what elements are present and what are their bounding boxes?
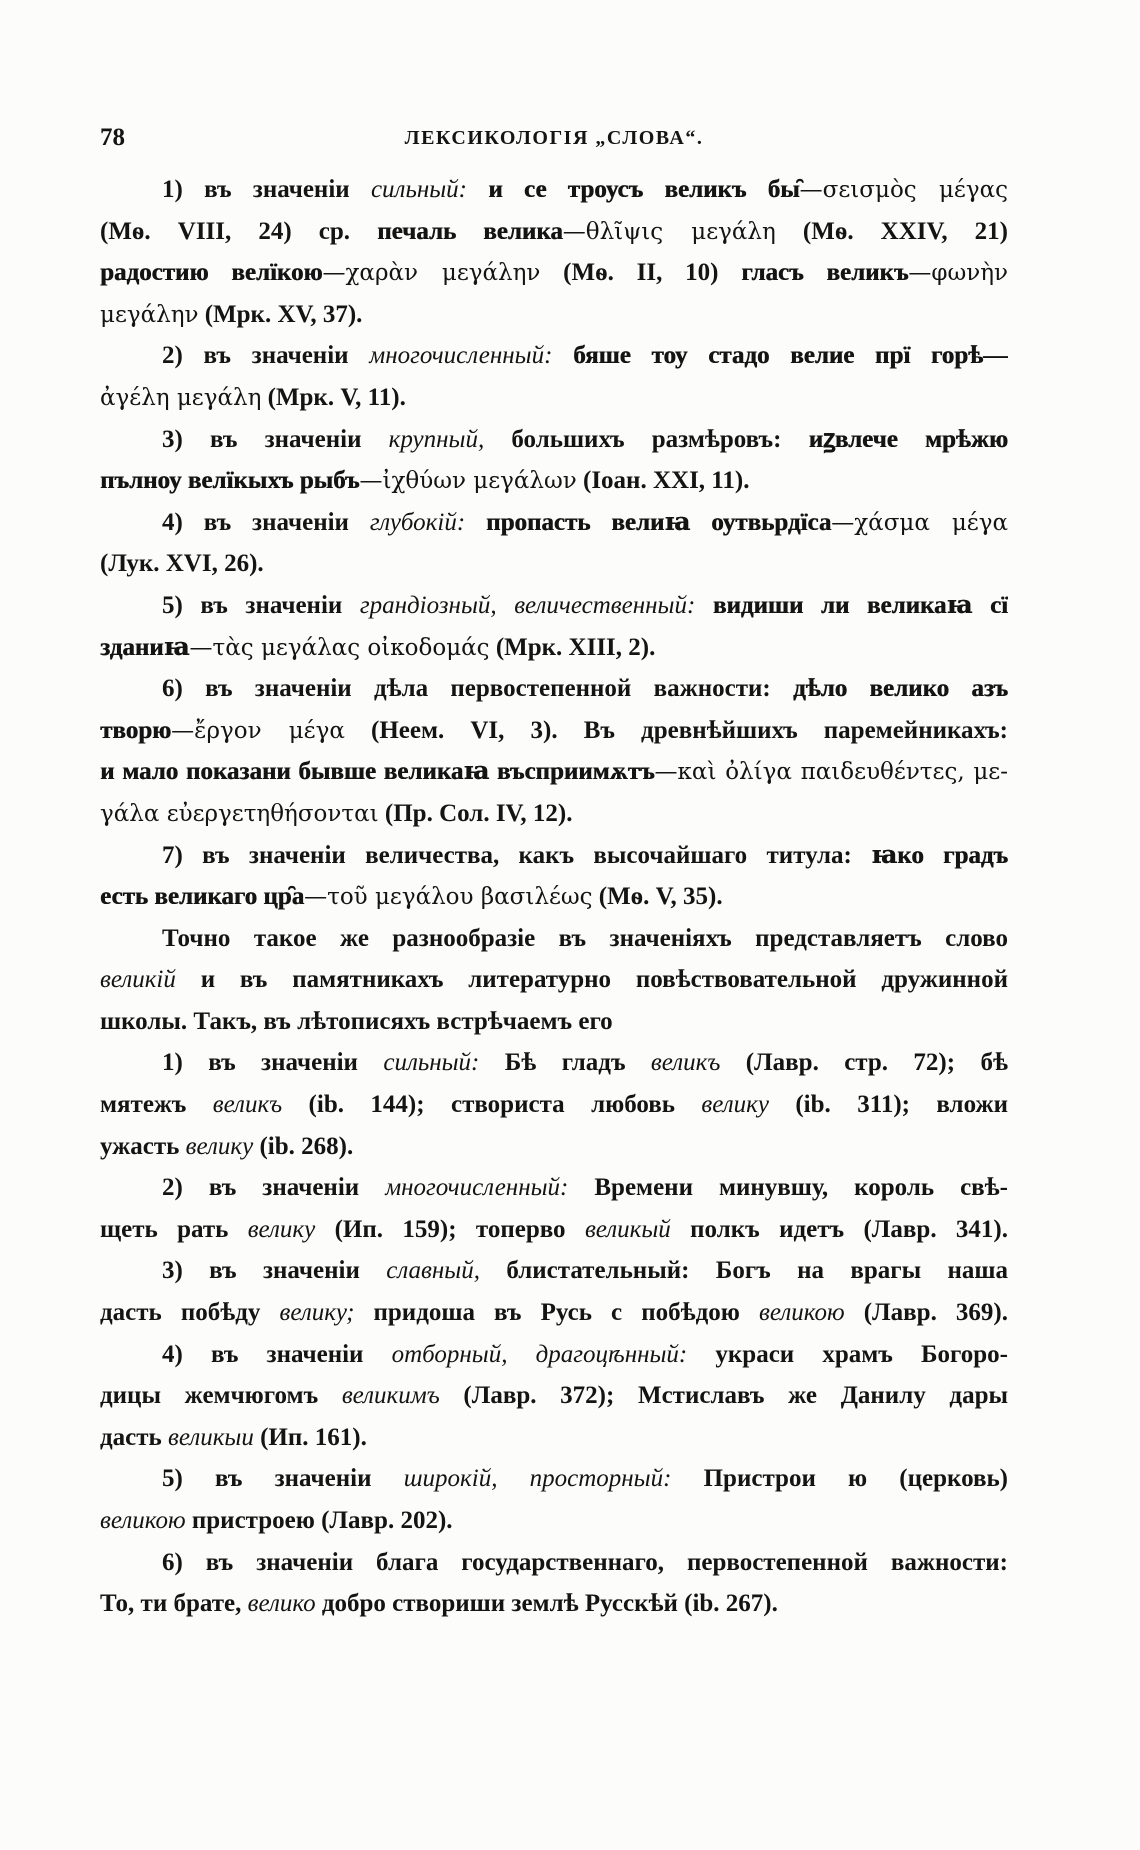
greek-quote: —σεισμὸς μέγας [799, 177, 1008, 203]
body-text: придоша въ Русь с побѣдою [354, 1299, 759, 1327]
text-line [100, 502, 1008, 544]
body-text: и въ памятникахъ литературно повѣствовательной дружинной [175, 966, 1008, 994]
body-text: дицы жемчюгомъ [100, 1382, 342, 1410]
body-text: школы. Такъ, въ лѣтописяхъ встрѣчаемъ его [100, 1007, 613, 1035]
body-text: (Лавр. стр. 72); бѣ [720, 1049, 1008, 1077]
italic-term: велику; [279, 1299, 355, 1327]
body-text: украси храмъ Богоро- [687, 1340, 1008, 1368]
body-text: Точно такое же разнообразіе въ значеніяхъ представляетъ слово [162, 924, 1008, 952]
slavonic-quote: дѣло велико азъ [792, 675, 1008, 703]
greek-quote: —χαρὰν μεγάλην [322, 260, 541, 287]
body-text: (Мрк. XIII, 2). [489, 633, 656, 661]
running-title: ЛЕКСИКОЛОГІЯ „СЛОВА“. [404, 127, 704, 149]
greek-quote: —τοῦ μεγάλου βασιλέως [304, 884, 593, 911]
body-text: 5) въ значеніи [162, 591, 360, 619]
greek-quote: —καὶ ὀλίγα παιδευθέντες, με- [654, 759, 1008, 786]
greek-quote: —τὰς μεγάλας οἰκοδομάς [189, 634, 490, 661]
body-text: (Ип. 159); топерво [315, 1215, 585, 1243]
text-line [100, 1001, 1008, 1043]
body-text: 2) въ значеніи [162, 342, 370, 370]
text-line [100, 335, 1008, 377]
text-line [100, 460, 1008, 502]
italic-term: великою [759, 1299, 845, 1327]
italic-term: велико [247, 1590, 316, 1618]
greek-quote: μεγάλην [100, 301, 199, 328]
greek-quote: γάλα εὐεργετηθήσονται [100, 800, 379, 827]
body-text: 1) въ значеніи [162, 176, 371, 203]
text-line [100, 1042, 1008, 1084]
text-line [100, 169, 1008, 211]
slavonic-quote: и се троусъ великъ бы̑ [467, 176, 800, 203]
body-text: (Мѳ. VIII, 24) ср. [100, 217, 378, 245]
body-text: (Мрк. V, 11). [261, 383, 406, 411]
text-line [100, 1126, 1008, 1168]
text-line [100, 252, 1008, 294]
body-text: (ib. 144); створиста любовь [282, 1091, 702, 1119]
body-text: щеть рать [100, 1215, 248, 1243]
body-text: большихъ размѣровъ: [484, 425, 809, 453]
running-header [100, 118, 1008, 158]
slavonic-quote: ꙗко градъ [871, 841, 1008, 869]
italic-term: сильный: [370, 176, 467, 203]
slavonic-quote: пропасть велиꙗ оутвьрдїса [465, 508, 832, 536]
body-text: 5) въ значеніи [162, 1465, 404, 1493]
body-text: (Мѳ. V, 35). [592, 883, 723, 911]
italic-term: великимъ [341, 1382, 440, 1410]
body-text: дасть [100, 1423, 168, 1451]
text-line [100, 1292, 1008, 1334]
text-line [100, 835, 1008, 877]
italic-term: велику [185, 1132, 254, 1160]
text-line [100, 294, 1008, 336]
slavonic-quote: есть великаго цр̑а [100, 883, 305, 911]
text-line [100, 959, 1008, 1001]
text-line [100, 1583, 1008, 1625]
body-text: (Неем. VI, 3). Въ древнѣйшихъ паремейникахъ: [344, 716, 1008, 744]
slavonic-quote: гласъ великъ [741, 259, 909, 287]
text-line [100, 1209, 1008, 1251]
text-line [100, 1334, 1008, 1376]
text-line [100, 1458, 1008, 1500]
body-text: мятежъ [100, 1091, 213, 1119]
body-text: ужасть [100, 1132, 186, 1160]
body-text: (Лавр. 372); Мстиславъ же Данилу дары [439, 1382, 1008, 1410]
text-line [100, 211, 1008, 253]
italic-term: крупный, [388, 425, 485, 453]
text-line [100, 1542, 1008, 1584]
italic-term: великъ [212, 1091, 283, 1119]
italic-term: глубокій: [369, 508, 466, 536]
body-text: пристроею (Лавр. 202). [185, 1507, 453, 1534]
body-text: 6) въ значеніи блага государственнаго, первостепенной важности: [162, 1548, 1008, 1576]
text-line [100, 918, 1008, 960]
page-number: 78 [100, 124, 125, 151]
italic-term: славный, [386, 1257, 480, 1285]
text-line [100, 543, 1008, 585]
text-line [100, 419, 1008, 461]
body-text: (ib. 311); вложи [768, 1091, 1008, 1119]
body-text: (Мѳ. XXIV, 21) [775, 217, 1008, 245]
italic-term: великъ [650, 1049, 721, 1077]
text-line [100, 668, 1008, 710]
body-text: То, ти брате, [100, 1590, 248, 1618]
greek-quote: ἀγέλη μεγάλη [100, 384, 262, 411]
body-text: 3) въ значеніи [162, 425, 389, 453]
italic-term: велику [701, 1091, 769, 1119]
body-text: 4) въ значеніи [162, 508, 370, 536]
body-text: (Мрк. XV, 37). [198, 300, 363, 328]
text-line [100, 1375, 1008, 1417]
body-text: (ib. 268). [253, 1132, 354, 1160]
italic-term: великою [100, 1507, 186, 1534]
greek-quote: —ἔργον μέγα [171, 717, 345, 744]
slavonic-quote: пълноу велїкыхъ рыбъ [100, 467, 360, 495]
text-line [100, 1500, 1008, 1542]
body-text: (Лавр. 369). [844, 1299, 1008, 1327]
body-text: Пристрои ю (церковь) [671, 1465, 1008, 1493]
body-text: 7) въ значеніи величества, какъ высочайшаго титула: [162, 841, 872, 869]
text-line [100, 876, 1008, 918]
italic-term: многочисленный: [369, 342, 553, 370]
text-line [100, 1167, 1008, 1209]
slavonic-quote: и мало показани бывше великаꙗ въсприимѫтъ [100, 758, 655, 786]
slavonic-quote: бяше тоу стадо велие прї горѣ— [552, 342, 1008, 370]
italic-term: великый [584, 1215, 671, 1243]
body-text: (Пр. Сол. IV, 12). [378, 799, 573, 827]
slavonic-quote: печаль велика [377, 217, 563, 245]
body-text: 1) въ значеніи [162, 1049, 384, 1077]
italic-term: сильный: [383, 1049, 480, 1077]
body-text: (Ип. 161). [253, 1423, 367, 1451]
text-line [100, 377, 1008, 419]
body-text: Бѣ гладъ [479, 1049, 651, 1077]
text-line [100, 585, 1008, 627]
slavonic-quote: радостию велїкою [100, 259, 323, 287]
body-text: 2) въ значеніи [162, 1174, 386, 1202]
body-text: блистательный: Богъ на врагы наша [479, 1257, 1008, 1285]
greek-quote: —φωνὴν [908, 260, 1008, 287]
body-text: Времени минувшу, король свѣ- [568, 1174, 1008, 1202]
text-line [100, 1084, 1008, 1126]
greek-quote: —ἰχθύων μεγάλων [359, 468, 577, 495]
text-line [100, 793, 1008, 835]
italic-term: широкій, просторный: [403, 1465, 672, 1493]
text-body [100, 169, 1008, 1625]
body-text: 4) въ значеніи [162, 1340, 392, 1368]
body-text: 3) въ значеніи [162, 1257, 387, 1285]
italic-term: великій [100, 966, 176, 994]
text-line [100, 627, 1008, 669]
italic-term: многочисленный: [385, 1174, 569, 1202]
slavonic-quote: зданиꙗ [100, 633, 190, 661]
slavonic-quote: иꙁвлече мрѣжю [808, 425, 1008, 453]
italic-term: грандіозный, величественный: [359, 591, 696, 619]
italic-term: велику [247, 1215, 316, 1243]
slavonic-quote: творю [100, 716, 172, 744]
body-text: (Лук. XVI, 26). [100, 550, 264, 578]
body-text: 6) въ значеніи дѣла первостепенной важности: [162, 675, 793, 703]
body-text: (Іоан. XXI, 11). [576, 467, 750, 495]
body-text: (Мѳ. II, 10) [540, 259, 742, 287]
greek-quote: —χάσμα μέγα [831, 509, 1008, 536]
italic-term: великыи [168, 1423, 254, 1451]
body-text: полкъ идетъ (Лавр. 341). [670, 1215, 1008, 1243]
greek-quote: —θλῖψις μεγάλη [562, 218, 776, 245]
slavonic-quote: видиши ли великаꙗ сї [695, 591, 1008, 619]
text-line [100, 710, 1008, 752]
text-line [100, 1250, 1008, 1292]
body-text: добро створиши землѣ Русскѣй (ib. 267). [315, 1590, 778, 1618]
italic-term: отборный, драгоцѣнный: [391, 1340, 688, 1368]
body-text: дасть побѣду [100, 1299, 280, 1327]
text-line [100, 1417, 1008, 1459]
text-line [100, 751, 1008, 793]
